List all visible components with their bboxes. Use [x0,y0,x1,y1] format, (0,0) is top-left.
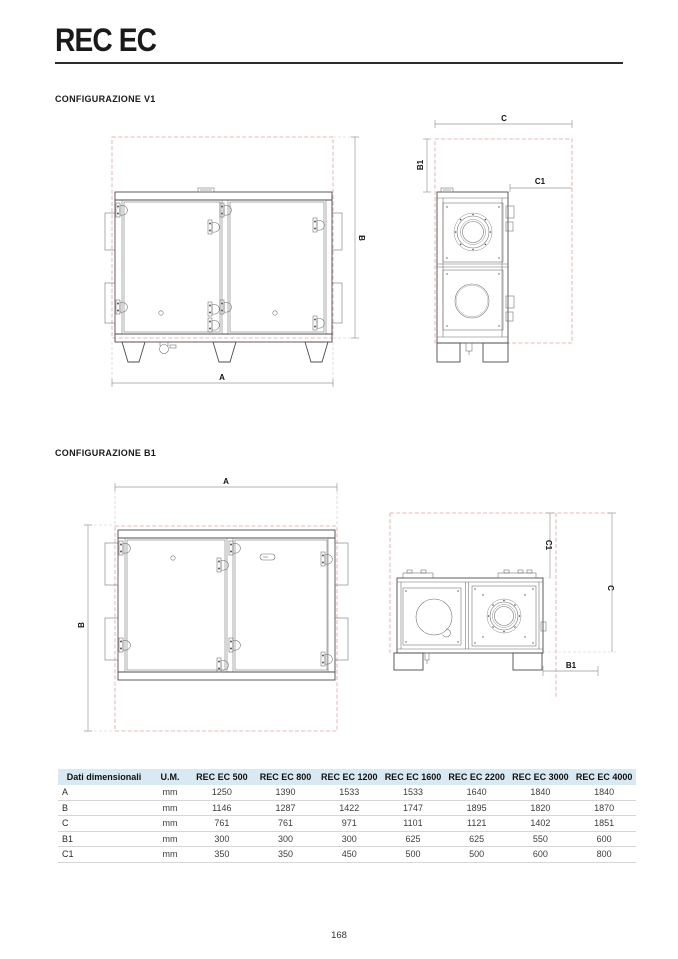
dim-label-b: B [357,235,366,241]
v1-side-view-drawing [410,110,590,370]
table-cell: 1870 [572,800,636,816]
table-cell: B1 [58,831,150,847]
table-cell: 800 [572,847,636,863]
v1-side-dim-b1 [416,139,431,192]
b1-plan-dim-b [77,525,92,731]
table-cell: mm [150,800,190,816]
table-cell: 350 [190,847,254,863]
v1-front-view-drawing [80,110,380,400]
dimensions-table [58,769,636,863]
table-cell: B [58,800,150,816]
dim-label-b1: B1 [565,661,577,670]
round-port [455,284,489,318]
table-cell: 300 [254,831,318,847]
table-cell: 1390 [254,785,318,800]
table-cell: 1840 [509,785,573,800]
b1-side-dim-c1 [508,513,554,578]
table-header-cell: Dati dimensionali [58,769,150,785]
table-header-cell: U.M. [150,769,190,785]
table-cell: mm [150,831,190,847]
dim-label-a: A [219,373,225,382]
table-header-cell: REC EC 1600 [381,769,445,785]
table-row [58,785,636,800]
dim-label-a: A [223,477,229,486]
table-cell: 1851 [572,816,636,832]
table-cell: C [58,816,150,832]
dimensions-table-head-row [58,769,636,785]
table-header-cell: REC EC 2200 [445,769,509,785]
dim-label-c: C [606,585,615,591]
table-cell: 1533 [381,785,445,800]
v1-side-dim-c [435,114,572,128]
flanged-port [454,213,492,251]
table-cell: 1121 [445,816,509,832]
table-cell: 761 [190,816,254,832]
v1-side-envelope-dashed [435,139,572,343]
table-cell: A [58,785,150,800]
table-cell: 600 [572,831,636,847]
dim-label-c: C [501,114,507,123]
table-cell: 500 [381,847,445,863]
dimensions-table-body [58,785,636,862]
table-header-cell: REC EC 4000 [572,769,636,785]
b1-plan-dim-a [115,477,337,491]
flanged-port [482,594,525,637]
b1-side-dim-c [543,513,616,652]
table-cell: 1287 [254,800,318,816]
b1-side-dim-b1 [543,661,598,676]
table-cell: 625 [445,831,509,847]
table-cell: 300 [317,831,381,847]
table-cell: 450 [317,847,381,863]
table-cell: mm [150,816,190,832]
table-cell: 1402 [509,816,573,832]
dim-label-b: B [77,622,86,628]
table-cell: C1 [58,847,150,863]
table-cell: 550 [509,831,573,847]
table-row [58,800,636,816]
dim-label-c1: C1 [544,539,553,551]
dim-label-c1: C1 [534,177,546,186]
table-row [58,816,636,832]
table-cell: 1640 [445,785,509,800]
v1-side-dim-c1 [510,177,572,192]
section-label-configurazione-b1: CONFIGURAZIONE B1 [55,448,157,458]
table-cell: 500 [445,847,509,863]
v1-front-envelope-dashed [112,137,333,338]
v1-front-dim-a [112,373,333,387]
page-title: REC EC [55,22,157,58]
table-row [58,847,636,863]
title-rule [55,62,623,64]
table-header-cell: REC EC 3000 [509,769,573,785]
table-cell: 350 [254,847,318,863]
table-cell: mm [150,847,190,863]
table-header-cell: REC EC 500 [190,769,254,785]
b1-side-view-drawing [380,500,625,705]
round-port [416,599,452,637]
table-cell: 1747 [381,800,445,816]
table-cell: 971 [317,816,381,832]
b1-plan-view-drawing [55,470,385,740]
dim-label-b1: B1 [416,159,425,171]
table-cell: 300 [190,831,254,847]
section-label-configurazione-v1: CONFIGURAZIONE V1 [55,94,156,104]
table-cell: 1895 [445,800,509,816]
table-cell: 1533 [317,785,381,800]
page-number: 168 [331,930,347,941]
top-brackets [403,570,536,578]
table-cell: 1840 [572,785,636,800]
b1-plan-envelope-dashed [115,526,337,731]
table-row [58,831,636,847]
drain-siphon [160,342,177,354]
table-cell: 1146 [190,800,254,816]
table-cell: 1250 [190,785,254,800]
table-cell: 600 [509,847,573,863]
table-header-cell: REC EC 1200 [317,769,381,785]
table-cell: 1820 [509,800,573,816]
table-cell: 761 [254,816,318,832]
table-cell: mm [150,785,190,800]
table-cell: 1422 [317,800,381,816]
table-header-cell: REC EC 800 [254,769,318,785]
table-cell: 1101 [381,816,445,832]
table-cell: 625 [381,831,445,847]
v1-front-dim-b [351,137,366,338]
